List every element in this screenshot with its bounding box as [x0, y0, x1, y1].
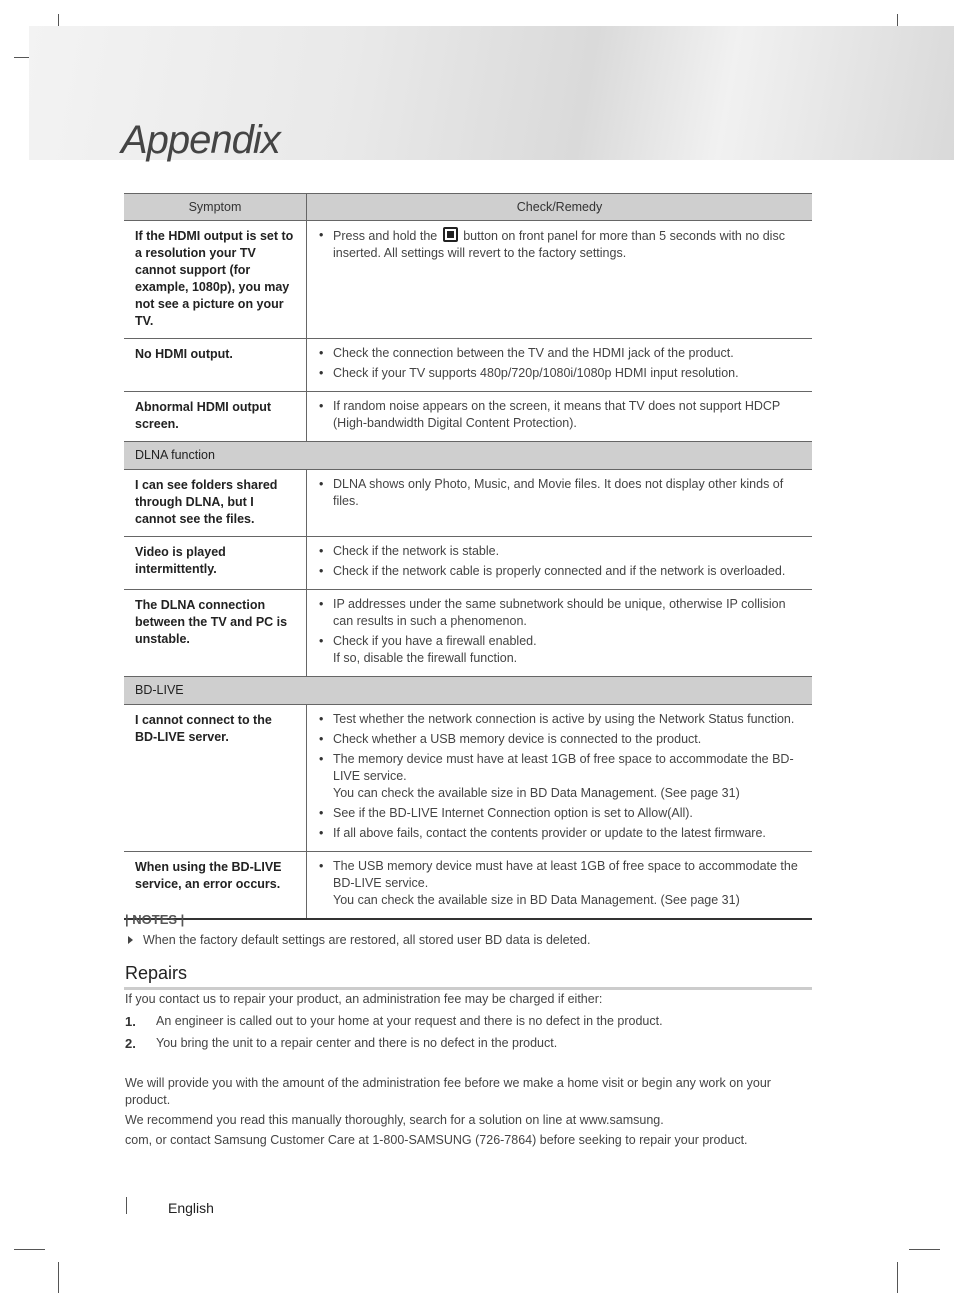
list-item-text: You bring the unit to a repair center and there is no defect in the product. [156, 1036, 558, 1050]
remedy-item: • See if the BD-LIVE Internet Connection option is set to Allow(All). [317, 805, 806, 822]
footer-language: English [168, 1200, 214, 1216]
remedy-item: • Check if the network is stable. [317, 543, 806, 560]
remedy-item: • The memory device must have at least 1GB of free space to accommodate the BD-LIVE service. You can check the available size in BD Data Management. (See page 31) [317, 751, 806, 802]
table-row [124, 590, 812, 677]
remedy-item: • If random noise appears on the screen, it means that TV does not support HDCP (High-bandwidth Digital Content Protection). [317, 398, 806, 432]
troubleshooting-table [124, 193, 812, 920]
header-remedy: Check/Remedy [307, 194, 813, 221]
remedy-item: • Check the connection between the TV and the HDMI jack of the product. [317, 345, 806, 362]
symptom-cell: If the HDMI output is set to a resolution your TV cannot support (for example, 1080p), you may not see a picture on your TV. [124, 221, 307, 339]
table-row [124, 339, 812, 392]
remedy-item: • DLNA shows only Photo, Music, and Movie files. It does not display other kinds of files. [317, 476, 806, 510]
repairs-intro: If you contact us to repair your product, an administration fee may be charged if either: [125, 992, 603, 1006]
section-label: BD-LIVE [124, 677, 812, 705]
remedy-item: • Check if you have a firewall enabled. If so, disable the firewall function. [317, 633, 806, 667]
crop-mark [58, 1262, 59, 1293]
section-title-repairs: Repairs [125, 963, 188, 983]
triangle-right-icon [128, 936, 133, 944]
section-row-dlna [124, 442, 812, 470]
remedy-item: • If all above fails, contact the contents provider or update to the latest firmware. [317, 825, 806, 842]
list-number: 1. [125, 1014, 136, 1029]
section-divider [124, 987, 812, 990]
section-row-bdlive [124, 677, 812, 705]
remedy-cell [307, 537, 813, 590]
remedy-cell [307, 339, 813, 392]
table-row [124, 852, 812, 920]
note-item: When the factory default settings are restored, all stored user BD data is deleted. [128, 933, 590, 947]
remedy-item: • The USB memory device must have at least 1GB of free space to accommodate the BD-LIVE service. You can check the available size in BD Data Management. (See page 31) [317, 858, 806, 909]
header-symptom: Symptom [124, 194, 307, 221]
symptom-cell: Abnormal HDMI output screen. [124, 392, 307, 442]
remedy-cell [307, 852, 813, 920]
repairs-paragraph: com, or contact Samsung Customer Care at 1-800-SAMSUNG (726-7864) before seeking to repair your product. [125, 1133, 748, 1147]
remedy-cell [307, 590, 813, 677]
list-item-text: An engineer is called out to your home at your request and there is no defect in the product. [156, 1014, 663, 1028]
table-row [124, 470, 812, 537]
remedy-item: • Check if your TV supports 480p/720p/1080i/1080p HDMI input resolution. [317, 365, 806, 382]
remedy-cell [307, 221, 813, 339]
symptom-cell: When using the BD-LIVE service, an error occurs. [124, 852, 307, 920]
symptom-cell: I cannot connect to the BD-LIVE server. [124, 705, 307, 852]
symptom-cell: Video is played intermittently. [124, 537, 307, 590]
symptom-cell: I can see folders shared through DLNA, but I cannot see the files. [124, 470, 307, 537]
table-row [124, 392, 812, 442]
remedy-item: • Check if the network cable is properly connected and if the network is overloaded. [317, 563, 806, 580]
stop-button-icon [443, 227, 458, 242]
repairs-paragraph: We recommend you read this manually thoroughly, search for a solution on line at www.samsung. [125, 1113, 664, 1127]
table-row [124, 705, 812, 852]
remedy-item: • Check whether a USB memory device is connected to the product. [317, 731, 806, 748]
section-label: DLNA function [124, 442, 812, 470]
table-row [124, 537, 812, 590]
remedy-item: • Press and hold the button on front panel for more than 5 seconds with no disc inserted. All settings will revert to the factory settings. [317, 227, 806, 262]
page-title: Appendix [121, 118, 280, 162]
crop-mark [14, 1249, 45, 1250]
remedy-item: • IP addresses under the same subnetwork should be unique, otherwise IP collision can results in such a phenomenon. [317, 596, 806, 630]
remedy-cell [307, 392, 813, 442]
crop-mark [897, 1262, 898, 1293]
crop-mark [909, 1249, 940, 1250]
symptom-cell: No HDMI output. [124, 339, 307, 392]
remedy-item: • Test whether the network connection is active by using the Network Status function. [317, 711, 806, 728]
table-header-row [124, 194, 812, 221]
repairs-paragraph: We will provide you with the amount of the administration fee before we make a home visit or begin any work on your product. [125, 1076, 771, 1107]
notes-label: | NOTES | [125, 912, 185, 927]
table-row [124, 221, 812, 339]
list-number: 2. [125, 1036, 136, 1051]
remedy-cell [307, 470, 813, 537]
remedy-cell [307, 705, 813, 852]
footer-divider [126, 1197, 127, 1214]
symptom-cell: The DLNA connection between the TV and PC is unstable. [124, 590, 307, 677]
